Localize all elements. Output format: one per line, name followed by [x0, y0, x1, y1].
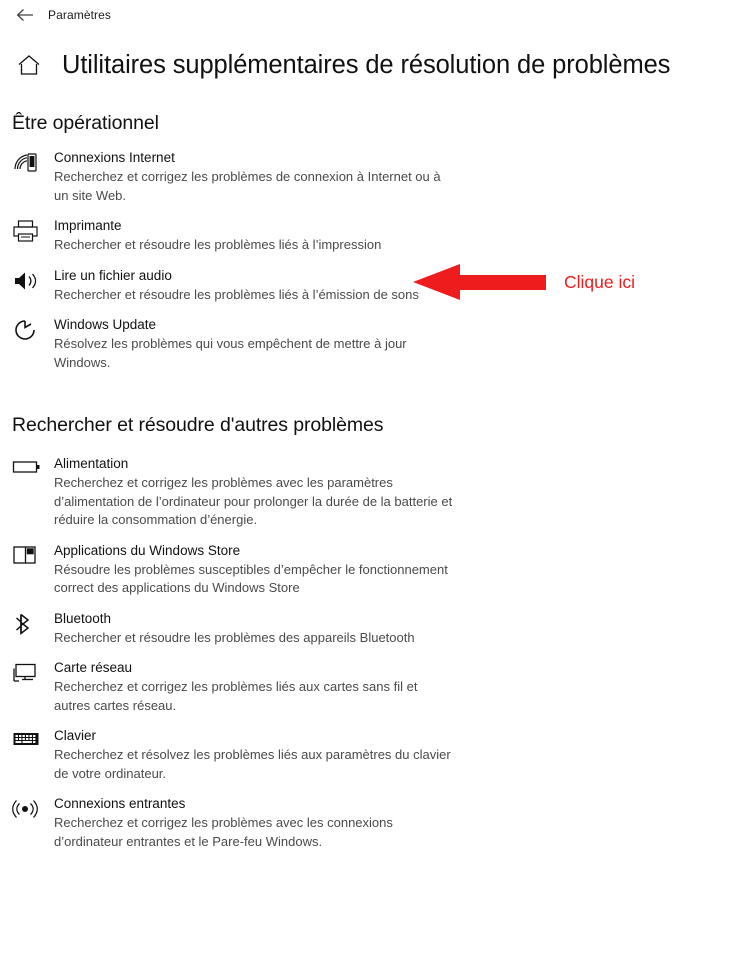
printer-icon [12, 217, 54, 243]
incoming-connections-icon [12, 795, 54, 821]
item-description: Rechercher et résoudre les problèmes des appareils Bluetooth [54, 629, 415, 645]
internet-signal-icon [12, 149, 54, 175]
network-adapter-icon [12, 659, 54, 685]
troubleshooter-item-incoming-connections[interactable] [12, 795, 732, 851]
troubleshooter-item-power[interactable] [12, 455, 732, 530]
back-button[interactable] [8, 2, 42, 28]
item-title: Applications du Windows Store [54, 542, 241, 558]
item-title: Alimentation [54, 456, 129, 471]
battery-icon [12, 455, 54, 477]
item-description: Rechercher et résoudre les problèmes liés à l’impression [54, 237, 382, 252]
troubleshooter-item-printer[interactable] [12, 217, 732, 255]
troubleshooter-item-network-adapter[interactable] [12, 659, 732, 715]
section-title-operational: Être opérationnel [12, 112, 159, 134]
item-title: Connexions entrantes [54, 796, 186, 811]
page-content [0, 112, 742, 851]
item-title: Connexions Internet [54, 150, 175, 165]
section-title-other-problems: Rechercher et résoudre d'autres problèmes [12, 414, 384, 436]
window-title: Paramètres [48, 8, 112, 22]
bluetooth-icon [12, 610, 54, 636]
item-description: Résolvez les problèmes qui vous empêchent de mettre à jour Windows. [54, 336, 407, 370]
title-bar [0, 0, 742, 30]
item-description: Recherchez et corrigez les problèmes liés aux cartes sans fil et autres cartes réseau. [54, 679, 418, 713]
item-title: Carte réseau [54, 660, 133, 675]
item-title: Clavier [54, 728, 97, 743]
item-description: Recherchez et corrigez les problèmes de connexion à Internet ou à un site Web. [54, 169, 441, 203]
item-description: Résoudre les problèmes susceptibles d’empêcher le fonctionnement correct des applications du Windows Store [54, 561, 448, 595]
item-title: Imprimante [54, 218, 122, 233]
troubleshooter-item-internet[interactable] [12, 149, 732, 205]
page-title: Utilitaires supplémentaires de résolution de problèmes [62, 50, 671, 79]
item-title: Bluetooth [54, 610, 112, 626]
refresh-circle-icon [12, 316, 54, 342]
troubleshooter-item-keyboard[interactable] [12, 727, 732, 783]
item-title: Windows Update [54, 317, 157, 332]
annotation-label: Clique ici [564, 271, 635, 292]
item-description: Recherchez et corrigez les problèmes avec les connexions d’ordinateur entrantes et le Pare-feu Windows. [54, 815, 393, 849]
troubleshooter-item-audio[interactable] [12, 267, 732, 305]
arrow-left-icon [16, 8, 34, 22]
page-header [0, 46, 742, 84]
keyboard-icon [12, 727, 54, 749]
item-description: Rechercher et résoudre les problèmes liés à l’émission de sons [54, 286, 419, 302]
speaker-icon [12, 267, 54, 293]
item-description: Recherchez et corrigez les problèmes avec les paramètres d’alimentation de l’ordinateur pour prolonger la durée de la batterie et réduire la consommation d’énergie. [54, 475, 453, 527]
troubleshooter-item-windows-update[interactable] [12, 316, 732, 372]
troubleshooter-item-bluetooth[interactable] [12, 610, 732, 648]
item-title: Lire un fichier audio [54, 267, 172, 283]
item-description: Recherchez et résolvez les problèmes liés aux paramètres du clavier de votre ordinateur. [54, 747, 451, 781]
store-apps-icon [12, 542, 54, 566]
home-icon[interactable] [10, 46, 48, 84]
troubleshooter-item-store-apps[interactable] [12, 542, 732, 598]
